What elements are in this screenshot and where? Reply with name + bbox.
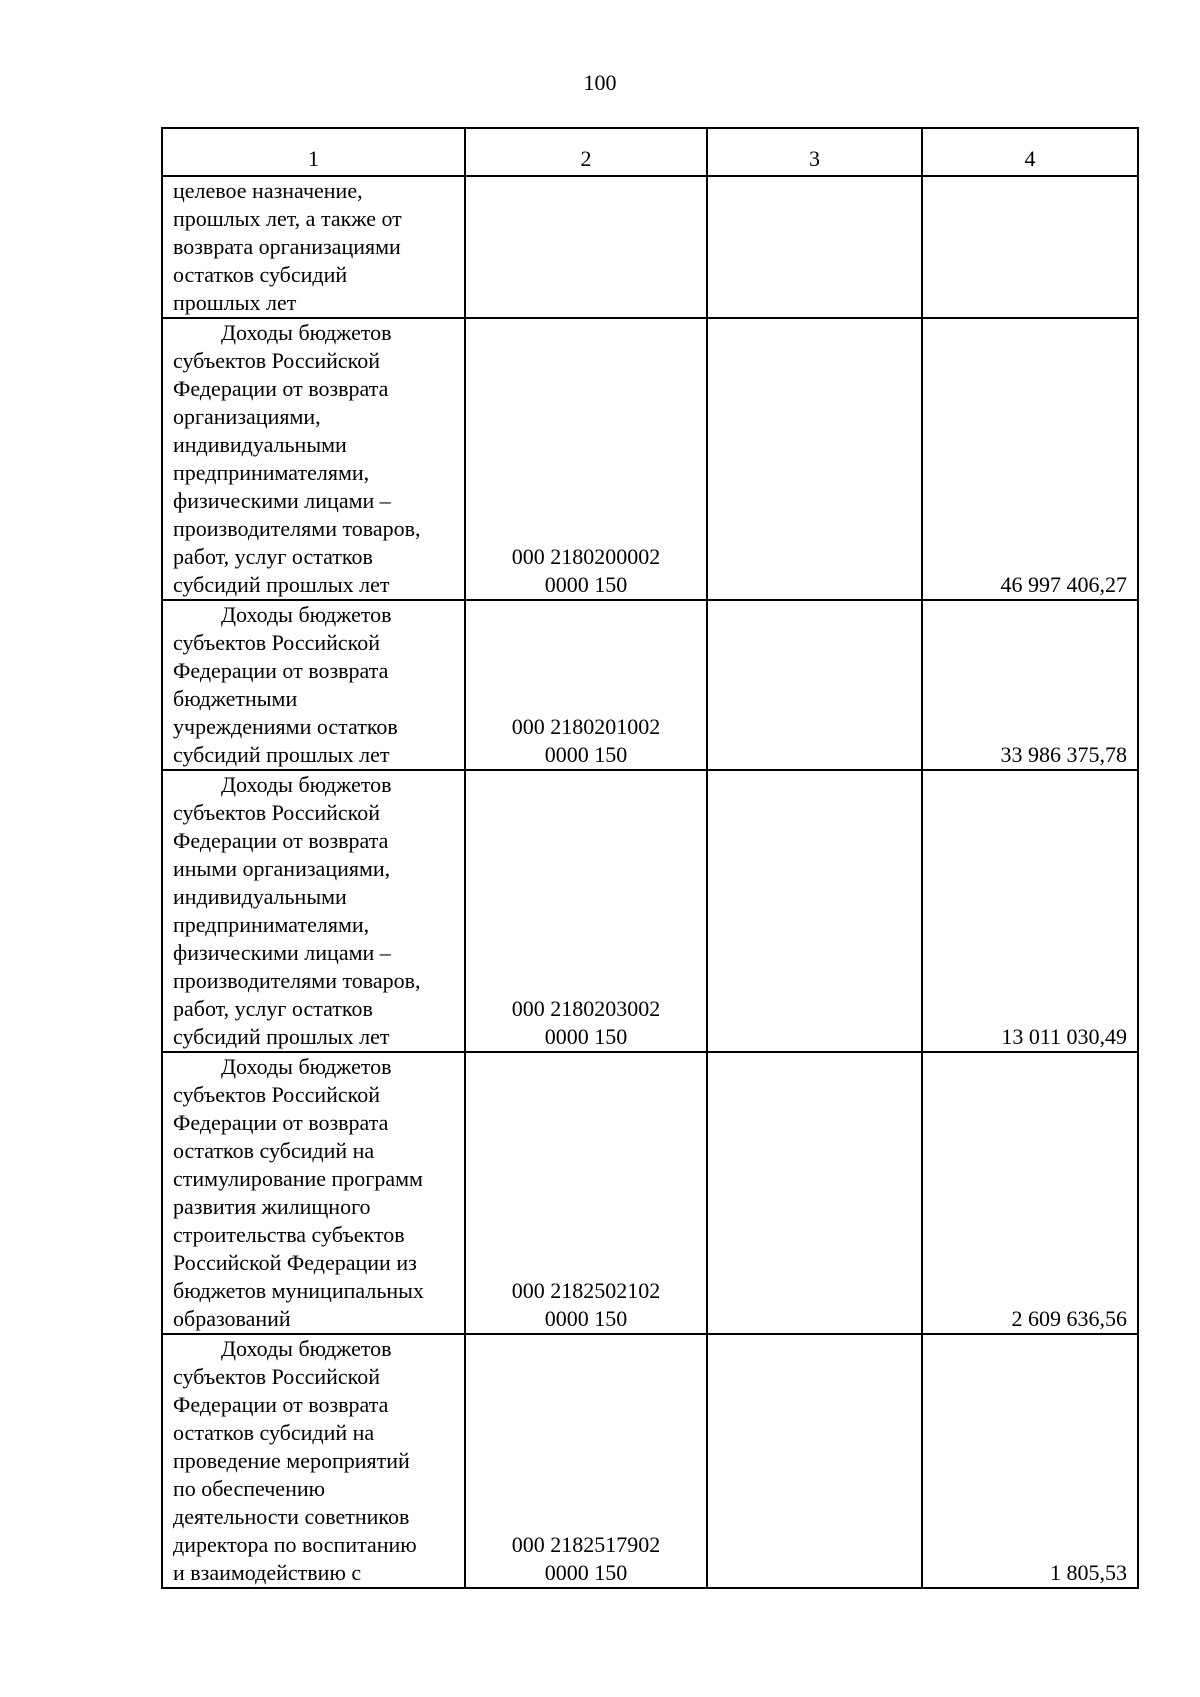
revenue-name-cell [162, 176, 465, 318]
budget-code-cell [465, 176, 707, 318]
revenue-name-cell [162, 770, 465, 1052]
table-row [162, 318, 1138, 600]
budget-code-cell [465, 318, 707, 600]
budget-code-cell [465, 770, 707, 1052]
column-header-1: 1 [162, 128, 465, 176]
column-header-2: 2 [465, 128, 707, 176]
table-row [162, 1334, 1138, 1588]
amount-cell: 1 805,53 [922, 1334, 1138, 1588]
column-header-4: 4 [922, 128, 1138, 176]
column-header-3: 3 [707, 128, 922, 176]
budget-code-cell [465, 1052, 707, 1334]
column-3-cell [707, 318, 922, 600]
budget-code-line-1: 000 2182502102 [511, 1278, 661, 1303]
column-3-cell [707, 600, 922, 770]
budget-code-line-1: 000 2180201002 [511, 714, 661, 739]
amount-cell: 33 986 375,78 [922, 600, 1138, 770]
amount-cell: 46 997 406,27 [922, 318, 1138, 600]
amount-cell: 2 609 636,56 [922, 1052, 1138, 1334]
revenue-name: Доходы бюджетов субъектов Российской Федерации от возврата остатков субсидий на стимулирование программ развития жилищного строительства субъектов Российской Федерации из бюджетов муниципальных образований [173, 1054, 424, 1331]
budget-code-line-2: 0000 150 [544, 742, 628, 767]
table-body [162, 176, 1138, 1588]
amount-cell: 13 011 030,49 [922, 770, 1138, 1052]
table-row [162, 600, 1138, 770]
revenue-name: Доходы бюджетов субъектов Российской Федерации от возврата организациями, индивидуальными предпринимателями, физическими лицами – производителями товаров, работ, услуг остатков субсидий прошлых лет [173, 320, 421, 597]
revenue-name-cell [162, 318, 465, 600]
revenue-name-cell [162, 1334, 465, 1588]
table-row [162, 770, 1138, 1052]
budget-code-line-2: 0000 150 [544, 572, 628, 597]
budget-code-line-1: 000 2180203002 [511, 996, 661, 1021]
column-3-cell [707, 1052, 922, 1334]
revenue-name: Доходы бюджетов субъектов Российской Федерации от возврата бюджетными учреждениями остатков субсидий прошлых лет [173, 602, 398, 767]
amount-cell [922, 176, 1138, 318]
table-row [162, 1052, 1138, 1334]
budget-code-cell [465, 1334, 707, 1588]
column-3-cell [707, 176, 922, 318]
revenue-name: целевое назначение, прошлых лет, а также от возврата организациями остатков субсидий прошлых лет [173, 178, 402, 315]
budget-revenue-table [161, 127, 1139, 1589]
page-number: 100 [583, 70, 617, 95]
budget-code-cell [465, 600, 707, 770]
budget-code-line-1: 000 2180200002 [511, 544, 661, 569]
budget-code-line-1: 000 2182517902 [511, 1532, 661, 1557]
column-3-cell [707, 1334, 922, 1588]
revenue-name: Доходы бюджетов субъектов Российской Федерации от возврата иными организациями, индивидуальными предпринимателями, физическими лицами – производителями товаров, работ, услуг остатков субсидий прошлых лет [173, 772, 421, 1049]
table-header-row [162, 128, 1138, 176]
revenue-name: Доходы бюджетов субъектов Российской Федерации от возврата остатков субсидий на проведение мероприятий по обеспечению деятельности советников директора по воспитанию и взаимодействию с [173, 1336, 417, 1585]
budget-code-line-2: 0000 150 [544, 1306, 628, 1331]
budget-code-line-2: 0000 150 [544, 1560, 628, 1585]
revenue-name-cell [162, 600, 465, 770]
table-row [162, 176, 1138, 318]
budget-code-line-2: 0000 150 [544, 1024, 628, 1049]
column-3-cell [707, 770, 922, 1052]
revenue-name-cell [162, 1052, 465, 1334]
